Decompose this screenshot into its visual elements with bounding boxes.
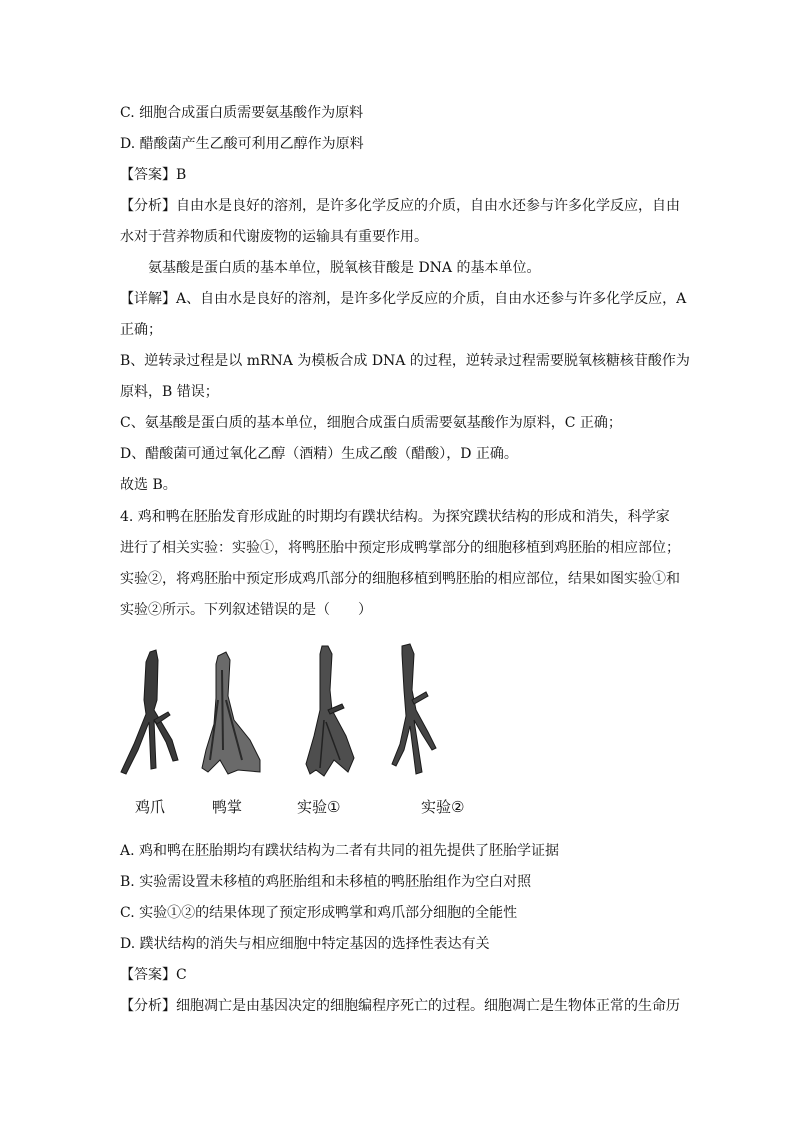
answer-label: 【答案】B xyxy=(120,167,187,183)
chicken-foot-image xyxy=(121,650,178,774)
experiment-1-image xyxy=(306,646,354,776)
feet-figure xyxy=(110,640,490,790)
option-c-prev: C. 细胞合成蛋白质需要氨基酸作为原料 xyxy=(120,105,364,121)
option-c: C. 实验①②的结果体现了预定形成鸭掌和鸡爪部分细胞的全能性 xyxy=(120,905,518,921)
option-d: D. 蹼状结构的消失与相应细胞中特定基因的选择性表达有关 xyxy=(120,936,490,952)
analysis-line-2: 水对于营养物质和代谢废物的运输具有重要作用。 xyxy=(120,229,428,245)
detail-line-5: C、氨基酸是蛋白质的基本单位，细胞合成蛋白质需要氨基酸作为原料，C 正确； xyxy=(120,415,622,431)
option-a: A. 鸡和鸭在胚胎期均有蹼状结构为二者有共同的祖先提供了胚胎学证据 xyxy=(120,843,560,859)
question-4-line-1: 4. 鸡和鸭在胚胎发育形成趾的时期均有蹼状结构。为探究蹼状结构的形成和消失，科学家 xyxy=(120,509,670,525)
label-experiment-2: 实验② xyxy=(421,798,465,816)
analysis-line-3: 氨基酸是蛋白质的基本单位，脱氧核苷酸是 DNA 的基本单位。 xyxy=(148,260,541,276)
label-chicken-foot: 鸡爪 xyxy=(135,798,166,816)
detail-line-1: 【详解】A、自由水是良好的溶剂，是许多化学反应的介质，自由水还参与许多化学反应，A xyxy=(120,291,687,307)
detail-line-3: B、逆转录过程是以 mRNA 为模板合成 DNA 的过程，逆转录过程需要脱氧核糖核苷酸作为 xyxy=(120,353,690,369)
label-experiment-1: 实验① xyxy=(297,798,341,816)
detail-line-4: 原料，B 错误； xyxy=(120,384,219,400)
duck-foot-image xyxy=(202,652,260,774)
option-b: B. 实验需设置未移植的鸡胚胎组和未移植的鸭胚胎组作为空白对照 xyxy=(120,874,532,890)
question-4-line-4: 实验②所示。下列叙述错误的是（ ） xyxy=(120,602,372,618)
analysis-line-1: 【分析】自由水是良好的溶剂，是许多化学反应的介质，自由水还参与许多化学反应，自由 xyxy=(120,198,680,214)
detail-line-6: D、醋酸菌可通过氧化乙醇（酒精）生成乙酸（醋酸），D 正确。 xyxy=(120,446,518,462)
choice-line: 故选 B。 xyxy=(120,477,177,493)
answer-label-2: 【答案】C xyxy=(120,967,187,983)
option-d-prev: D. 醋酸菌产生乙酸可利用乙醇作为原料 xyxy=(120,136,364,152)
detail-line-2: 正确； xyxy=(120,322,162,338)
experiment-2-image xyxy=(392,644,436,774)
analysis-line-q4: 【分析】细胞凋亡是由基因决定的细胞编程序死亡的过程。细胞凋亡是生物体正常的生命历 xyxy=(120,998,680,1014)
label-duck-foot: 鸭掌 xyxy=(212,798,243,816)
question-4-line-2: 进行了相关实验：实验①，将鸭胚胎中预定形成鸭掌部分的细胞移植到鸡胚胎的相应部位； xyxy=(120,540,680,556)
question-4-line-3: 实验②，将鸡胚胎中预定形成鸡爪部分的细胞移植到鸭胚胎的相应部位，结果如图实验①和 xyxy=(120,571,680,587)
